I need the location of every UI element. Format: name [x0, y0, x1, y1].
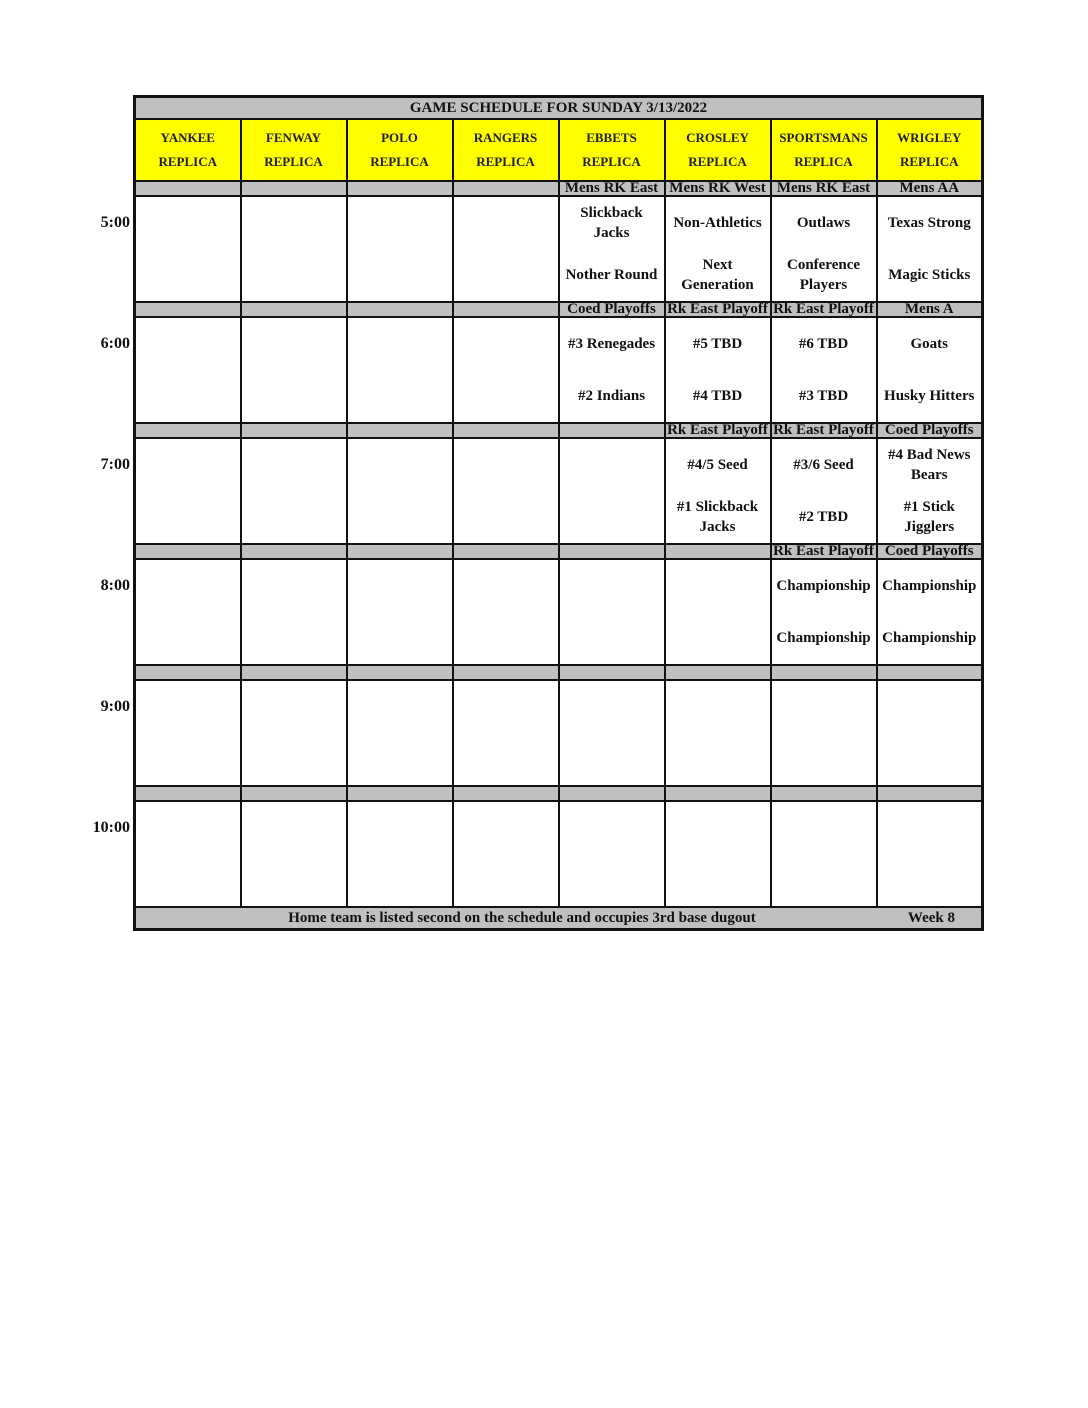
home-team: Next Generation: [681, 257, 754, 293]
home-team: [136, 491, 240, 543]
division-label: [135, 786, 241, 801]
home-team: [242, 612, 346, 664]
away-team: #4/5 Seed: [687, 457, 748, 473]
home-team: #3 TBD: [798, 388, 849, 404]
home-team: [242, 491, 346, 543]
away-team: #4 Bad News Bears: [887, 447, 971, 483]
game-cell: [135, 801, 241, 907]
home-team: Nother Round: [565, 267, 658, 283]
game-cell: [771, 801, 877, 907]
home-team: [560, 733, 664, 785]
field-name: WRIGLEY: [897, 130, 962, 145]
home-team: #4 TBD: [692, 388, 743, 404]
away-team: [136, 681, 240, 733]
division-label: [347, 544, 453, 559]
away-team: [136, 439, 240, 491]
home-team: [136, 370, 240, 422]
field-subtitle: REPLICA: [582, 154, 641, 169]
home-team: #2 Indians: [577, 388, 646, 404]
away-team: [454, 802, 558, 854]
home-team: [136, 733, 240, 785]
home-team: Championship: [882, 630, 977, 646]
home-team: [878, 733, 982, 785]
away-team: [772, 681, 876, 733]
away-team: [136, 802, 240, 854]
game-cell: [347, 680, 453, 786]
field-subtitle: REPLICA: [688, 154, 747, 169]
away-team: [136, 318, 240, 370]
game-cell: [559, 317, 665, 423]
game-cell: [241, 680, 347, 786]
game-cell: [453, 801, 559, 907]
home-team: [666, 733, 770, 785]
game-cell: [559, 559, 665, 665]
field-subtitle: REPLICA: [370, 154, 429, 169]
home-team: [348, 733, 452, 785]
division-label: [241, 786, 347, 801]
division-label: Rk East Playoff: [665, 423, 771, 438]
away-team: Texas Strong: [887, 215, 971, 231]
away-team: Outlaws: [796, 215, 851, 231]
division-label: [771, 786, 877, 801]
division-label: [559, 423, 665, 438]
week-label: Week 8: [907, 909, 955, 926]
footer-note: Home team is listed second on the schedule and occupies 3rd base dugout: [288, 909, 756, 926]
field-header-crosley: [665, 119, 771, 181]
away-team: [348, 560, 452, 612]
away-team: Championship: [882, 578, 977, 594]
game-cell: [665, 317, 771, 423]
game-row: [135, 559, 983, 665]
division-label: [559, 786, 665, 801]
home-team: [348, 249, 452, 301]
away-team: [242, 560, 346, 612]
field-header-ebbets: [559, 119, 665, 181]
away-team: [560, 681, 664, 733]
away-team: #6 TBD: [798, 336, 849, 352]
time-label: 10:00: [92, 819, 130, 836]
game-row: [135, 196, 983, 302]
game-cell: [771, 680, 877, 786]
division-label: Mens A: [877, 302, 983, 317]
time-label: 9:00: [100, 698, 130, 715]
division-row: [135, 423, 983, 438]
away-team: [348, 318, 452, 370]
home-team: Magic Sticks: [888, 267, 971, 283]
division-label: [135, 302, 241, 317]
division-label: Rk East Playoff: [771, 423, 877, 438]
field-name: CROSLEY: [686, 130, 749, 145]
division-label: [877, 786, 983, 801]
home-team: [666, 612, 770, 664]
time-label: 8:00: [100, 577, 130, 594]
game-cell: [241, 801, 347, 907]
game-cell: [559, 196, 665, 302]
game-cell: [347, 317, 453, 423]
division-label: [241, 544, 347, 559]
game-cell: [877, 559, 983, 665]
game-cell: [559, 801, 665, 907]
away-team: #3/6 Seed: [793, 457, 854, 473]
game-cell: [241, 196, 347, 302]
division-label: [453, 665, 559, 680]
home-team: [772, 733, 876, 785]
division-row: [135, 786, 983, 801]
division-label: [453, 423, 559, 438]
away-team: [242, 681, 346, 733]
field-header-yankee: [135, 119, 241, 181]
away-team: [666, 681, 770, 733]
away-team: #5 TBD: [692, 336, 743, 352]
away-team: [348, 802, 452, 854]
home-team: [560, 854, 664, 906]
division-label: [771, 665, 877, 680]
home-team: #1 Stick Jigglers: [903, 499, 955, 535]
division-label: [135, 665, 241, 680]
division-label: [347, 665, 453, 680]
home-team: Husky Hitters: [884, 388, 975, 404]
field-header-rangers: [453, 119, 559, 181]
field-name: SPORTSMANS: [779, 130, 868, 145]
game-cell: [347, 438, 453, 544]
division-label: [241, 665, 347, 680]
division-label: [347, 181, 453, 196]
time-label: 5:00: [100, 214, 130, 231]
game-cell: [347, 196, 453, 302]
division-label: Rk East Playoff: [665, 302, 771, 317]
division-label: Mens RK East: [559, 181, 665, 196]
game-cell: [135, 680, 241, 786]
division-label: [347, 302, 453, 317]
away-team: [348, 681, 452, 733]
field-name: POLO: [381, 130, 418, 145]
home-team: [772, 854, 876, 906]
away-team: [348, 197, 452, 249]
game-cell: [453, 317, 559, 423]
away-team: [136, 560, 240, 612]
away-team: [454, 318, 558, 370]
home-team: [454, 854, 558, 906]
division-label: Mens RK East: [771, 181, 877, 196]
game-row: [135, 801, 983, 907]
game-cell: [559, 680, 665, 786]
field-name: EBBETS: [586, 130, 637, 145]
away-team: [242, 439, 346, 491]
home-team: [560, 491, 664, 543]
time-label: 7:00: [100, 456, 130, 473]
division-label: Mens AA: [877, 181, 983, 196]
game-cell: [347, 559, 453, 665]
home-team: [878, 854, 982, 906]
field-subtitle: REPLICA: [158, 154, 217, 169]
away-team: [242, 197, 346, 249]
division-label: [241, 302, 347, 317]
away-team: [454, 681, 558, 733]
home-team: [242, 249, 346, 301]
away-team: [560, 439, 664, 491]
away-team: [878, 802, 982, 854]
home-team: [242, 733, 346, 785]
game-cell: [241, 559, 347, 665]
division-label: [135, 181, 241, 196]
home-team: [242, 854, 346, 906]
division-label: Coed Playoffs: [559, 302, 665, 317]
field-subtitle: REPLICA: [794, 154, 853, 169]
away-team: [560, 560, 664, 612]
game-cell: [135, 559, 241, 665]
division-row: [135, 544, 983, 559]
home-team: [560, 612, 664, 664]
division-label: [347, 423, 453, 438]
division-label: Coed Playoffs: [877, 423, 983, 438]
away-team: Goats: [910, 336, 948, 352]
home-team: [136, 854, 240, 906]
home-team: [348, 491, 452, 543]
game-cell: [453, 559, 559, 665]
division-label: [559, 544, 665, 559]
division-label: Rk East Playoff: [771, 302, 877, 317]
home-team: [454, 491, 558, 543]
away-team: [136, 197, 240, 249]
home-team: Championship: [776, 630, 871, 646]
game-cell: [241, 438, 347, 544]
field-header-fenway: [241, 119, 347, 181]
game-cell: [665, 559, 771, 665]
time-label: 6:00: [100, 335, 130, 352]
game-cell: [559, 438, 665, 544]
home-team: [242, 370, 346, 422]
division-label: [453, 181, 559, 196]
field-subtitle: REPLICA: [899, 154, 959, 169]
field-header-wrigley: [877, 119, 983, 181]
game-cell: [135, 317, 241, 423]
away-team: [348, 439, 452, 491]
game-cell: [135, 438, 241, 544]
field-name: YANKEE: [160, 130, 215, 145]
division-label: [665, 665, 771, 680]
game-cell: [771, 438, 877, 544]
division-label: [665, 544, 771, 559]
away-team: [242, 802, 346, 854]
game-cell: [453, 680, 559, 786]
game-cell: [665, 438, 771, 544]
division-label: [241, 423, 347, 438]
schedule-table: [133, 95, 984, 931]
home-team: [348, 370, 452, 422]
home-team: [454, 249, 558, 301]
home-team: Conference Players: [786, 257, 861, 293]
game-cell: [665, 196, 771, 302]
home-team: [454, 733, 558, 785]
schedule-title: GAME SCHEDULE FOR SUNDAY 3/13/2022: [135, 97, 983, 120]
home-team: [454, 370, 558, 422]
home-team: [136, 249, 240, 301]
division-label: [453, 544, 559, 559]
division-label: [241, 181, 347, 196]
field-header-row: [135, 119, 983, 181]
away-team: [666, 802, 770, 854]
game-row: [135, 317, 983, 423]
game-row: [135, 680, 983, 786]
division-label: [665, 786, 771, 801]
field-name: RANGERS: [473, 130, 538, 145]
division-label: Rk East Playoff: [771, 544, 877, 559]
field-header-sportsmans: [771, 119, 877, 181]
footer-row: [135, 907, 983, 930]
division-label: [559, 665, 665, 680]
home-team: #1 Slickback Jacks: [676, 499, 759, 535]
game-cell: [877, 196, 983, 302]
home-team: [666, 854, 770, 906]
home-team: #2 TBD: [798, 509, 849, 525]
away-team: [454, 560, 558, 612]
game-cell: [877, 317, 983, 423]
home-team: [348, 854, 452, 906]
away-team: [454, 439, 558, 491]
game-cell: [453, 196, 559, 302]
division-label: [135, 544, 241, 559]
game-row: [135, 438, 983, 544]
division-row: [135, 181, 983, 196]
home-team: [454, 612, 558, 664]
home-team: [136, 612, 240, 664]
away-team: [878, 681, 982, 733]
game-cell: [877, 801, 983, 907]
away-team: [242, 318, 346, 370]
game-cell: [771, 559, 877, 665]
away-team: [772, 802, 876, 854]
away-team: [454, 197, 558, 249]
game-cell: [771, 196, 877, 302]
away-team: Championship: [776, 578, 871, 594]
game-cell: [771, 317, 877, 423]
division-label: [453, 786, 559, 801]
division-label: [347, 786, 453, 801]
game-cell: [665, 801, 771, 907]
division-label: [135, 423, 241, 438]
division-label: Mens RK West: [665, 181, 771, 196]
game-cell: [241, 317, 347, 423]
division-label: [877, 665, 983, 680]
field-header-polo: [347, 119, 453, 181]
division-row: [135, 665, 983, 680]
game-cell: [877, 680, 983, 786]
away-team: #3 Renegades: [567, 336, 656, 352]
field-subtitle: REPLICA: [476, 154, 535, 169]
away-team: [666, 560, 770, 612]
game-cell: [135, 196, 241, 302]
field-subtitle: REPLICA: [264, 154, 323, 169]
division-row: [135, 302, 983, 317]
game-cell: [453, 438, 559, 544]
footer-cell: [135, 907, 983, 930]
division-label: [453, 302, 559, 317]
game-cell: [877, 438, 983, 544]
division-label: Coed Playoffs: [877, 544, 983, 559]
away-team: Slickback Jacks: [580, 205, 643, 241]
home-team: [348, 612, 452, 664]
title-row: [135, 97, 983, 120]
away-team: [560, 802, 664, 854]
field-name: FENWAY: [265, 130, 322, 145]
away-team: Non-Athletics: [673, 215, 762, 231]
game-cell: [347, 801, 453, 907]
game-cell: [665, 680, 771, 786]
